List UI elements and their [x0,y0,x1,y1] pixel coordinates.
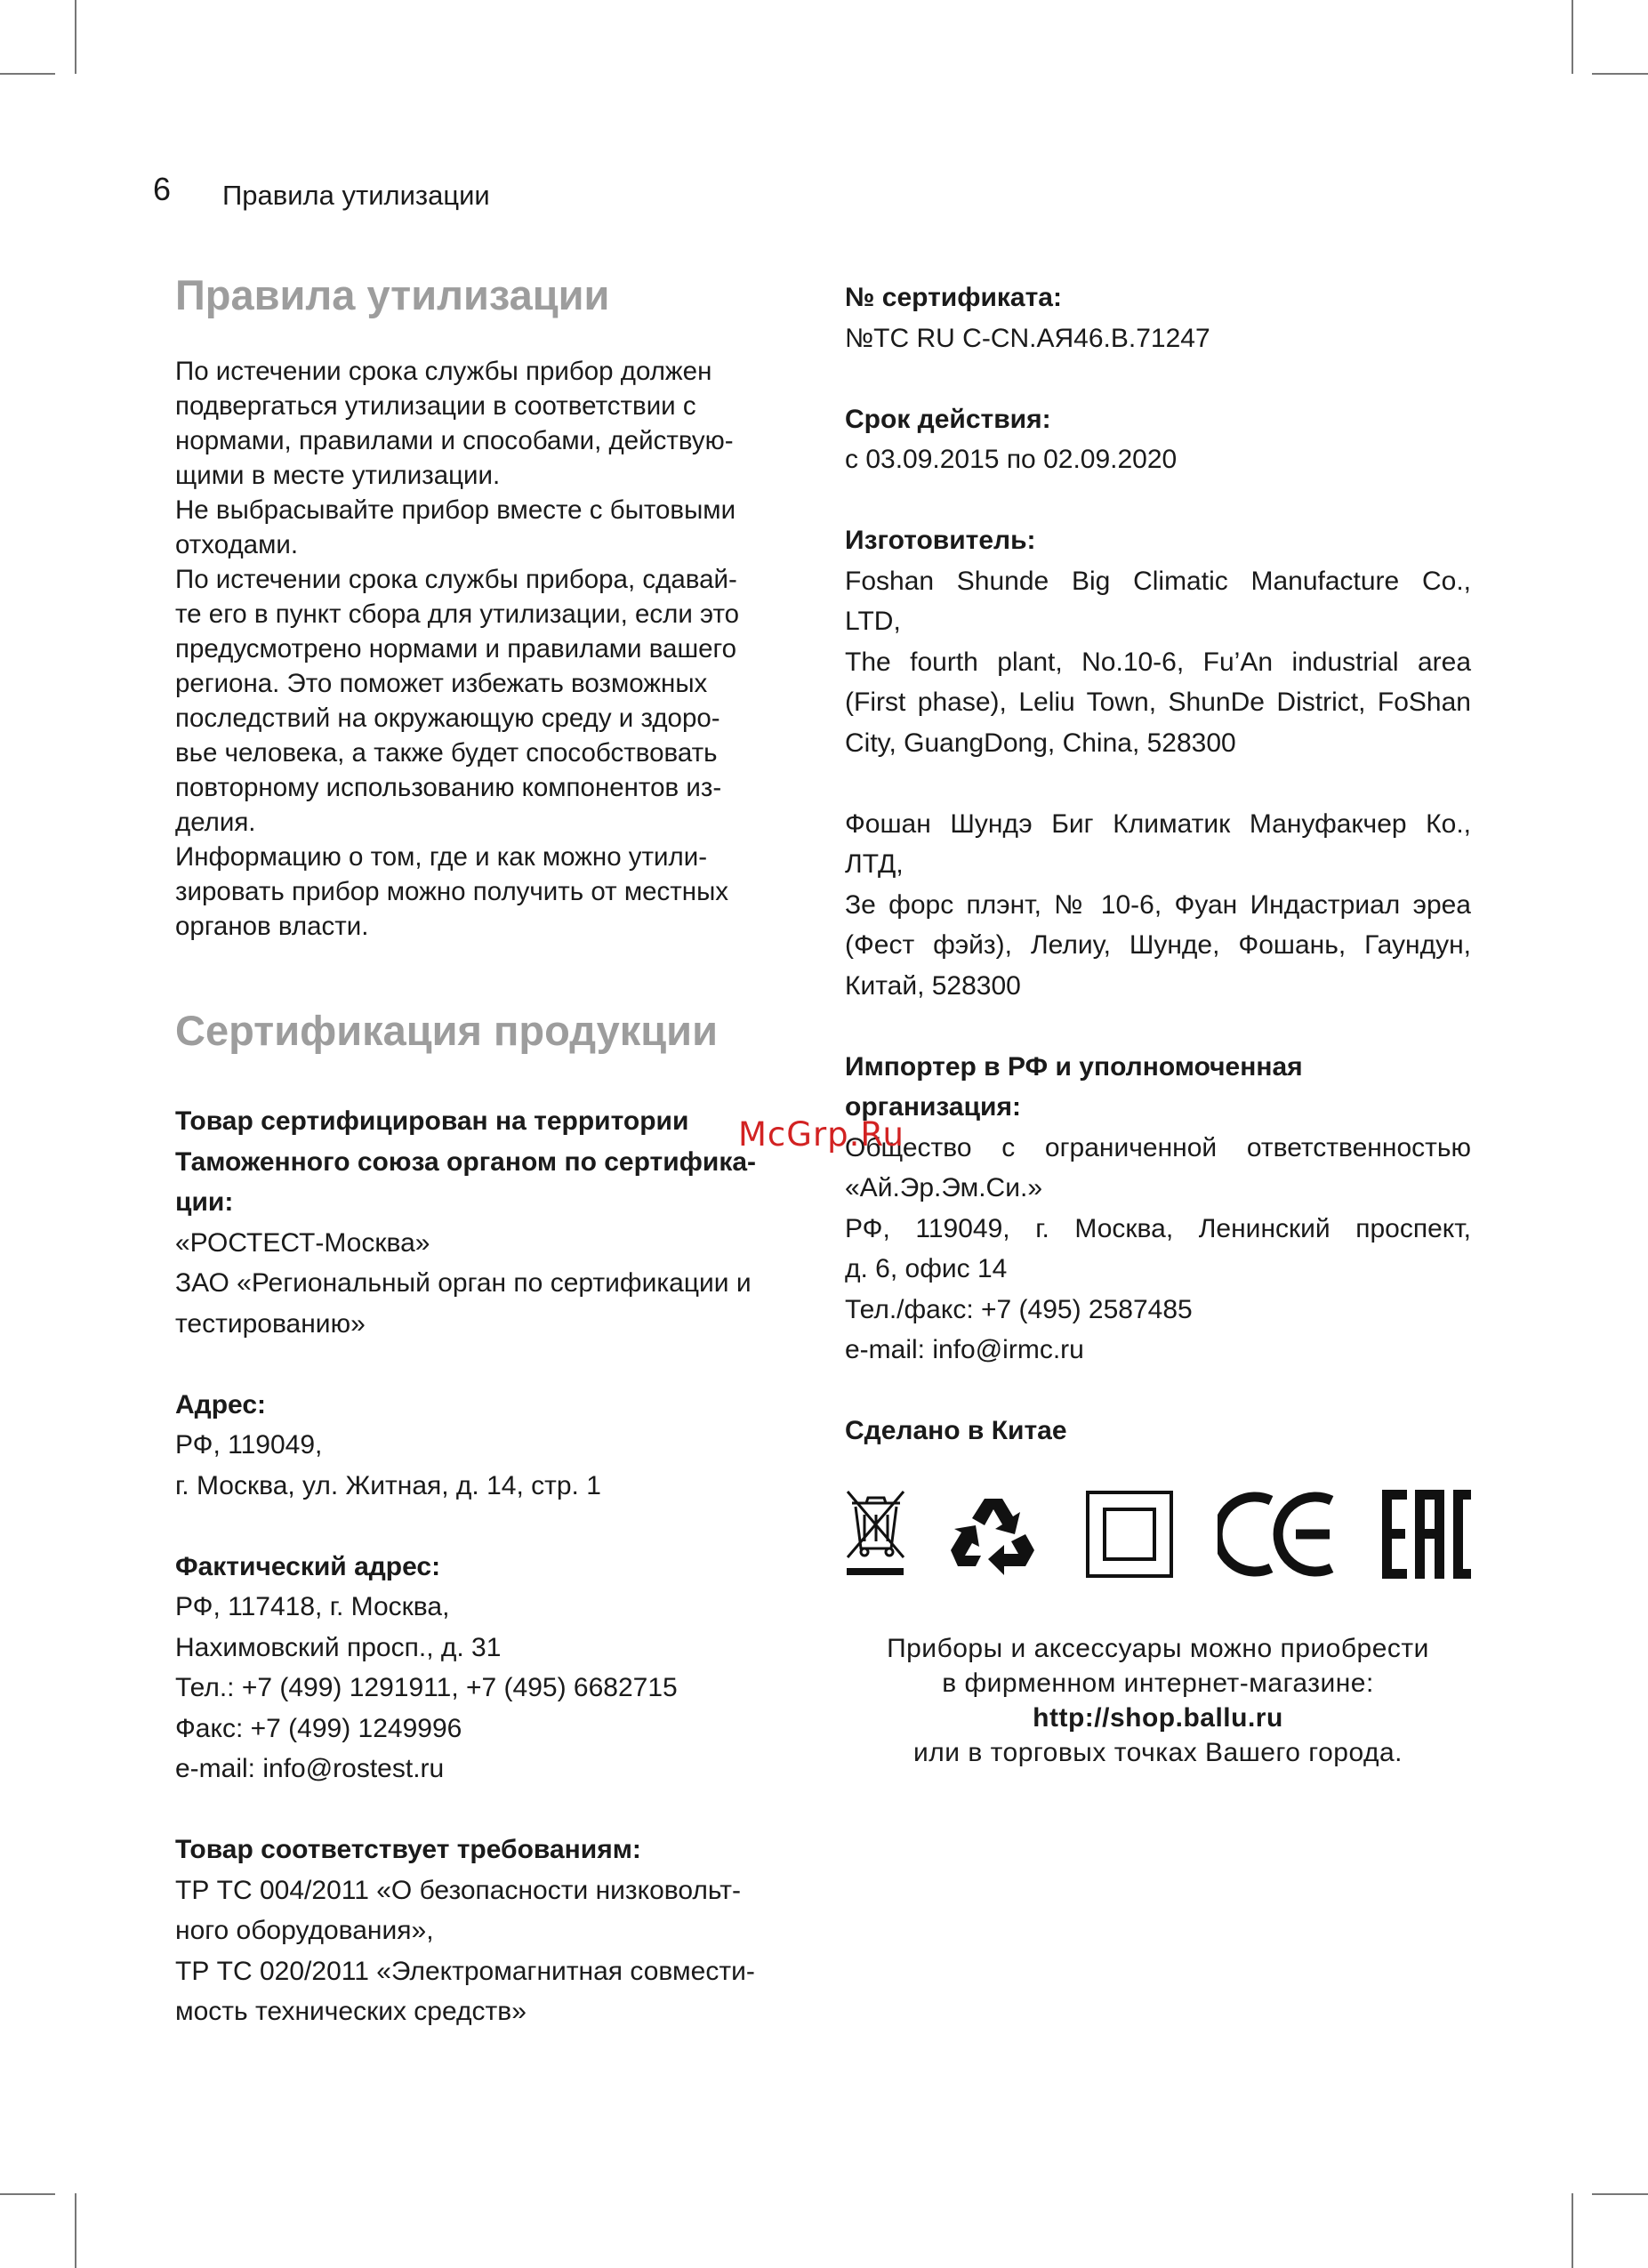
disposal-line: зировать прибор можно получить от местных [175,877,729,906]
weee-crossed-bin-icon [845,1490,905,1579]
requirements-line: ного оборудования», [175,1916,434,1945]
address-line: г. Москва, ул. Житная, д. 14, стр. 1 [175,1470,601,1500]
double-insulation-icon [1085,1490,1174,1579]
manufacturer-ru-line: Зе форс плэнт, № 10-6, Фуан Индастриал эреа [845,889,1471,920]
made-in-label: Сделано в Китае [845,1416,1067,1445]
disposal-line: нормами, правилами и способами, действую- [175,426,734,455]
disposal-line: органов власти. [175,912,369,941]
address-block [175,1385,803,1507]
validity-label: Срок действия: [845,404,1051,434]
disposal-line: По истечении срока службы прибор должен [175,357,712,386]
manufacturer-ru-line: ЛТД, [845,849,904,879]
manufacturer-ru-line: Фошан Шундэ Биг Климатик Мануфакчер Ко., [845,808,1471,839]
requirements-block [175,1830,803,2032]
address-label: Адрес: [175,1389,266,1420]
importer-line: д. 6, офис 14 [845,1254,1008,1283]
manufacturer-en-line: City, GuangDong, China, 528300 [845,728,1236,758]
certified-label: Таможенного союза органом по сертифика- [175,1146,757,1177]
actual-address-line: Нахимовский просп., д. 31 [175,1632,502,1662]
disposal-line: делия. [175,808,256,837]
certified-label: Товар сертифицирован на территории [175,1106,689,1136]
address-line: РФ, 119049, [175,1430,323,1460]
certified-label: ции: [175,1187,234,1217]
marking-icons [845,1490,1471,1582]
shop-info [845,1631,1471,1770]
importer-line: РФ, 119049, г. Москва, Ленинский проспект, [845,1213,1471,1243]
certified-value: тестированию» [175,1308,366,1339]
disposal-line: последствий на окружающую среду и здоро- [175,704,720,733]
crop-mark [1592,2193,1648,2195]
actual-address-line: Тел.: +7 (499) 1291911, +7 (495) 6682715 [175,1673,678,1702]
running-head: Правила утилизации [222,180,490,211]
eac-mark-icon [1382,1490,1471,1579]
importer-line: «Ай.Эр.Эм.Си.» [845,1173,1042,1202]
cert-number-label: № сертификата: [845,283,1062,312]
certified-value: «РОСТЕСТ-Москва» [175,1227,430,1258]
certified-value: ЗАО «Региональный орган по сертификации и [175,1268,752,1298]
crop-mark [75,2193,76,2268]
manufacturer-label: Изготовитель: [845,526,1036,555]
crop-mark [0,2193,55,2195]
importer-label: Импортер в РФ и уполномоченная [845,1051,1303,1082]
certified-block [175,1101,803,1344]
crop-mark [1572,2193,1573,2268]
crop-mark [1592,73,1648,75]
actual-address-block [175,1547,803,1789]
disposal-line: те его в пункт сбора для утилизации, если это [175,599,740,629]
shop-line: Приборы и аксессуары можно приобрести [887,1633,1429,1663]
disposal-line: отходами. [175,530,299,559]
importer-line: Тел./факс: +7 (495) 2587485 [845,1294,1193,1324]
manufacturer-en-line: The fourth plant, No.10-6, Fu’An industrial area [845,647,1471,677]
manufacturer-ru-line: (Фест фэйз), Лелиу, Шунде, Фошань, Гаундун, [845,930,1471,960]
crop-mark [75,0,76,74]
manufacturer-en-line: LTD, [845,607,901,636]
shop-url-link[interactable]: http://shop.ballu.ru [1033,1702,1283,1733]
requirements-line: мость технических средств» [175,1997,527,2026]
crop-mark [0,73,55,75]
disposal-line: Информацию о том, где и как можно утили- [175,842,708,872]
importer-label: организация: [845,1092,1021,1122]
disposal-line: подвергаться утилизации в соответствии с [175,391,696,421]
crop-mark [1572,0,1573,74]
cert-number-value: №ТС RU C-CN.АЯ46.В.71247 [845,323,1210,353]
disposal-line: вье человека, а также будет способствовать [175,738,718,768]
disposal-line: повторному использованию компонентов из- [175,773,722,802]
actual-address-line: e-mail: info@rostest.ru [175,1754,445,1783]
disposal-line: предусмотрено нормами и правилами вашего [175,634,737,664]
validity-value: с 03.09.2015 по 02.09.2020 [845,445,1178,474]
manufacturer-en-line: Foshan Shunde Big Climatic Manufacture Co., [845,566,1471,596]
disposal-line: щими в месте утилизации. [175,461,501,490]
disposal-line: Не выбрасывайте прибор вместе с бытовыми [175,495,736,525]
recycle-icon [949,1490,1041,1579]
disposal-line: По истечении срока службы прибора, сдавай- [175,565,737,594]
importer-line: e-mail: info@irmc.ru [845,1335,1084,1364]
ce-mark-icon [1218,1490,1338,1579]
watermark: McGrp.Ru [738,1115,904,1154]
importer-line: Общество с ограниченной ответственностью [845,1132,1471,1162]
actual-address-label: Фактический адрес: [175,1551,441,1581]
requirements-line: ТР ТС 020/2011 «Электромагнитная совмести- [175,1956,755,1986]
left-column [175,267,803,2032]
disposal-line: региона. Это поможет избежать возможных [175,669,708,698]
requirements-label: Товар соответствует требованиям: [175,1835,641,1864]
disposal-heading: Правила утилизации [175,271,610,318]
shop-tail: или в торговых точках Вашего города. [912,1737,1403,1767]
manufacturer-ru-line: Китай, 528300 [845,970,1021,1001]
right-column [845,277,1471,1770]
page-number: 6 [153,171,172,207]
actual-address-line: Факс: +7 (499) 1249996 [175,1713,462,1743]
certification-heading: Сертификация продукции [175,1007,718,1054]
actual-address-line: РФ, 117418, г. Москва, [175,1592,450,1621]
disposal-text [175,354,803,944]
shop-line: в фирменном интернет-магазине: [942,1668,1374,1698]
requirements-line: ТР ТС 004/2011 «О безопасности низковольт- [175,1875,741,1905]
manufacturer-en-line: (First phase), Leliu Town, ShunDe District, FoShan [845,688,1471,717]
